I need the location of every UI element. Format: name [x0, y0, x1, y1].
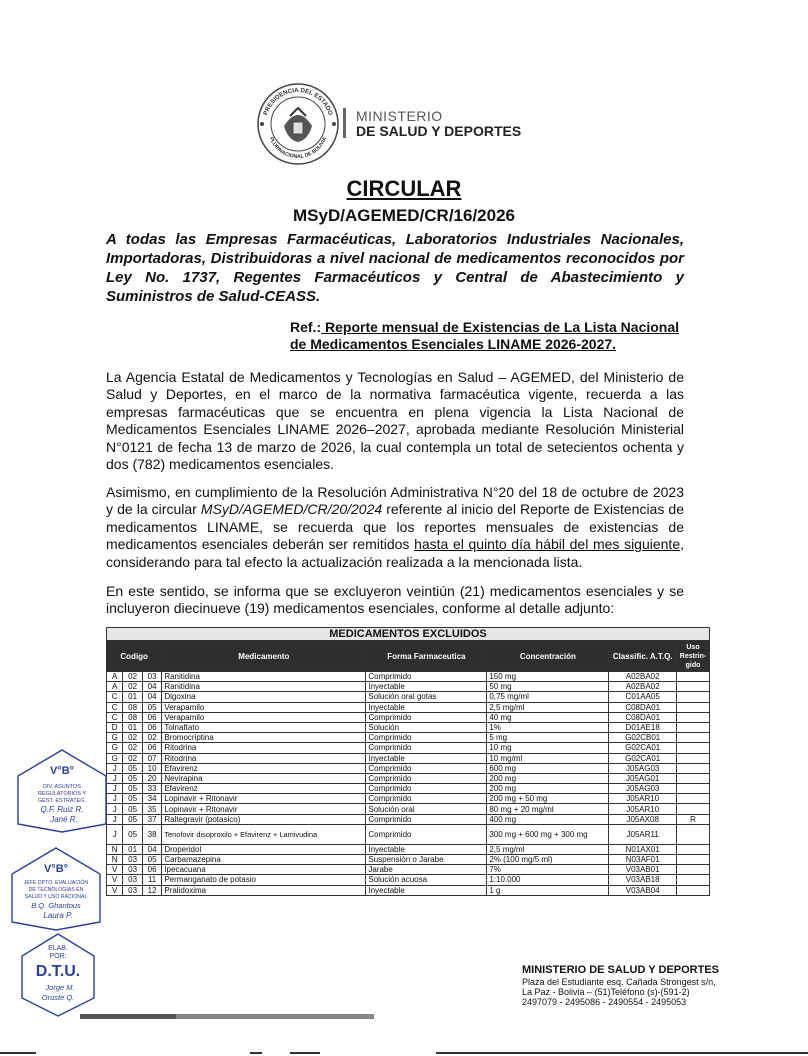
cell-forma: Comprimido: [366, 763, 487, 773]
table-row: [107, 753, 710, 763]
document-title: CIRCULAR: [346, 176, 462, 201]
cell-atq: A02BA02: [609, 672, 677, 682]
cell-forma: Solución oral gotas: [366, 692, 487, 702]
cell-subgrupo: 05: [123, 763, 142, 773]
cell-forma: Inyectable: [366, 682, 487, 692]
cell-grupo: J: [107, 804, 123, 814]
cell-grupo: C: [107, 702, 123, 712]
header-codigo: Codigo: [107, 641, 162, 672]
footer-line2: La Paz - Bolivia – (51)Teléfono (s)-(591-2): [522, 987, 690, 997]
cell-numero: 34: [142, 794, 161, 804]
cell-medicamento: Ranitidina: [162, 672, 366, 682]
cell-atq: J05AX08: [609, 814, 677, 824]
cell-numero: 06: [142, 743, 161, 753]
table-row: [107, 855, 710, 865]
table-row: [107, 702, 710, 712]
cell-grupo: G: [107, 743, 123, 753]
cell-forma: Inyectable: [366, 885, 487, 895]
cell-grupo: V: [107, 875, 123, 885]
cell-subgrupo: 05: [123, 824, 142, 844]
paragraph-2: [106, 484, 684, 571]
prepared-by-stamp: [18, 932, 98, 1018]
cell-forma: Comprimido: [366, 672, 487, 682]
table-row: [107, 865, 710, 875]
cell-grupo: J: [107, 784, 123, 794]
table-row: [107, 722, 710, 732]
stamp2-line5: Laura P.: [43, 911, 73, 920]
cell-grupo: N: [107, 844, 123, 854]
cell-concentracion: 5 mg: [487, 733, 609, 743]
bottom-edge-mark: [250, 1052, 262, 1054]
cell-subgrupo: 01: [123, 844, 142, 854]
cell-medicamento: Permanganato de potasio: [162, 875, 366, 885]
table-row: [107, 794, 710, 804]
cell-forma: Comprimido: [366, 784, 487, 794]
cell-concentracion: 50 mg: [487, 682, 609, 692]
stamp1-line3: GEST. ESTRATEG.: [37, 798, 87, 804]
cell-atq: N03AF01: [609, 855, 677, 865]
table-body: [107, 672, 710, 896]
cell-medicamento: Nevirapina: [162, 773, 366, 783]
cell-numero: 10: [142, 763, 161, 773]
cell-numero: 05: [142, 855, 161, 865]
cell-subgrupo: 01: [123, 722, 142, 732]
cell-subgrupo: 08: [123, 702, 142, 712]
cell-forma: Comprimido: [366, 794, 487, 804]
stamp3-line3: Jorge M.: [45, 983, 75, 992]
cell-concentracion: 200 mg: [487, 784, 609, 794]
cell-uso: [677, 855, 710, 865]
cell-uso: [677, 753, 710, 763]
header-medicamento: Medicamento: [162, 641, 366, 672]
reference-text: Reporte mensual de Existencias de La Lista Nacional de Medicamentos Esenciales LINAME 2026-2027.: [290, 319, 680, 352]
cell-forma: Inyectable: [366, 702, 487, 712]
cell-grupo: C: [107, 712, 123, 722]
footer-address-block: [522, 964, 762, 1007]
cell-numero: 02: [142, 733, 161, 743]
cell-medicamento: Ipecacuana: [162, 865, 366, 875]
cell-subgrupo: 01: [123, 692, 142, 702]
cell-numero: 05: [142, 702, 161, 712]
cell-medicamento: Lopinavir + Ritonavir: [162, 804, 366, 814]
cell-uso: [677, 763, 710, 773]
footer-line3: 2497079 - 2495086 - 2490554 - 2495053: [522, 997, 687, 1007]
cell-subgrupo: 03: [123, 865, 142, 875]
cell-concentracion: 200 mg + 50 mg: [487, 794, 609, 804]
cell-medicamento: Bromocriptina: [162, 733, 366, 743]
p2-part-c: referente al inicio del Reporte de Existencias de medicamentos LINAME, se recuerda que los reportes mensuales de existencias de medicamentos esenciales deberán ser remitidos: [106, 501, 684, 553]
cell-subgrupo: 02: [123, 743, 142, 753]
cell-uso: R: [677, 814, 710, 824]
cell-subgrupo: 05: [123, 773, 142, 783]
cell-forma: Suspensión o Jarabe: [366, 855, 487, 865]
cell-concentracion: 150 mg: [487, 672, 609, 682]
cell-medicamento: Efavirenz: [162, 784, 366, 794]
cell-uso: [677, 712, 710, 722]
document-code: MSyD/AGEMED/CR/16/2026: [292, 206, 516, 225]
footer-color-strip-dark: [80, 1014, 176, 1019]
table-row: [107, 875, 710, 885]
cell-uso: [677, 722, 710, 732]
cell-numero: 06: [142, 712, 161, 722]
cell-concentracion: 400 mg: [487, 814, 609, 824]
cell-concentracion: 2% (100 mg/5 ml): [487, 855, 609, 865]
table-row: [107, 692, 710, 702]
table-row: [107, 733, 710, 743]
seal-text-top: PRESIDENCIA DEL ESTADO: [262, 86, 334, 117]
cell-concentracion: 80 mg + 20 mg/ml: [487, 804, 609, 814]
stamp2-line4: B.Q. Ghantous: [31, 901, 81, 910]
table-row: [107, 885, 710, 895]
bottom-edge-mark: [0, 1052, 36, 1054]
excluded-medicines-table: [106, 627, 710, 896]
cell-subgrupo: 03: [123, 855, 142, 865]
cell-medicamento: Verapamilo: [162, 702, 366, 712]
reference-label: Ref.:: [290, 319, 322, 335]
paragraph-3: En este sentido, se informa que se excluyeron veintiún (21) medicamentos esenciales y se incluyeron diecinueve (19) medicamentos esenciales, conforme al detalle adjunto:: [106, 583, 684, 617]
svg-text:PRESIDENCIA DEL ESTADO: [262, 87, 333, 116]
bottom-edge-mark: [290, 1052, 320, 1054]
cell-numero: 03: [142, 672, 161, 682]
cell-uso: [677, 733, 710, 743]
table-row: [107, 672, 710, 682]
cell-atq: V03AB04: [609, 885, 677, 895]
header-concentracion: Concentración: [487, 641, 609, 672]
cell-numero: 38: [142, 824, 161, 844]
cell-uso: [677, 824, 710, 844]
table-row: [107, 773, 710, 783]
table-caption: MEDICAMENTOS EXCLUIDOS: [107, 628, 710, 641]
header-atq: Classific. A.T.Q.: [609, 641, 677, 672]
ministry-line2: DE SALUD Y DEPORTES: [356, 123, 522, 139]
cell-subgrupo: 02: [123, 672, 142, 682]
cell-numero: 35: [142, 804, 161, 814]
stamp1-line5: Jané R.: [50, 815, 78, 824]
bottom-edge-mark: [436, 1052, 808, 1054]
cell-numero: 04: [142, 844, 161, 854]
cell-uso: [677, 692, 710, 702]
header-uso: Uso Restrin-gido: [677, 641, 710, 672]
cell-numero: 07: [142, 753, 161, 763]
cell-uso: [677, 804, 710, 814]
cell-concentracion: 0,75 mg/ml: [487, 692, 609, 702]
cell-subgrupo: 05: [123, 814, 142, 824]
cell-grupo: A: [107, 682, 123, 692]
footer-line1: Plaza del Estudiante esq. Cañada Strongest s/n,: [522, 977, 716, 987]
cell-subgrupo: 08: [123, 712, 142, 722]
p2-part-a: Asimismo, en cumplimiento de la Resolución Administrativa N°20 del 18 de octubre de 2023 y de la circular: [106, 484, 684, 518]
cell-uso: [677, 865, 710, 875]
cell-numero: 20: [142, 773, 161, 783]
cell-forma: Inyectable: [366, 844, 487, 854]
cell-forma: Solución oral: [366, 804, 487, 814]
stamp1-line4: Q.F. Ruiz R.: [40, 805, 84, 814]
seal-text-bottom: PLURINACIONAL DE BOLIVIA: [267, 136, 329, 161]
cell-forma: Comprimido: [366, 773, 487, 783]
cell-atq: J05AG03: [609, 784, 677, 794]
stamp2-line2: DE TECNOLOGÍAS EN: [28, 887, 84, 893]
cell-atq: G02CA01: [609, 743, 677, 753]
cell-forma: Jarabe: [366, 865, 487, 875]
ministry-divider: [343, 108, 346, 138]
cell-forma: Solución acuosa: [366, 875, 487, 885]
cell-atq: A02BA02: [609, 682, 677, 692]
cell-concentracion: 300 mg + 600 mg + 300 mg: [487, 824, 609, 844]
p2-circular-ref: MSyD/AGEMED/CR/20/2024: [200, 501, 383, 518]
state-seal-logo: [256, 82, 340, 166]
cell-concentracion: 1%: [487, 722, 609, 732]
cell-concentracion: 1:10.000: [487, 875, 609, 885]
cell-atq: N01AX01: [609, 844, 677, 854]
table-row: [107, 804, 710, 814]
cell-numero: 37: [142, 814, 161, 824]
cell-uso: [677, 743, 710, 753]
cell-grupo: N: [107, 855, 123, 865]
cell-numero: 06: [142, 722, 161, 732]
addressee: A todas las Empresas Farmacéuticas, Laboratorios Industriales Nacionales, Importadoras, Distribuidoras a nivel nacional de medicamentos reconocidos por Ley No. 1737, Regentes Farmacéuticos y Central de Abastecimiento y Suministros de Salud-CEASS.: [106, 231, 684, 305]
cell-medicamento: Ritodrina: [162, 753, 366, 763]
cell-medicamento: Tolnaftato: [162, 722, 366, 732]
approval-stamp-1: [14, 748, 110, 834]
cell-uso: [677, 672, 710, 682]
cell-grupo: J: [107, 794, 123, 804]
cell-forma: Comprimido: [366, 712, 487, 722]
header-forma: Forma Farmaceutica: [366, 641, 487, 672]
cell-medicamento: Tenofovir disoproxilo + Efavirenz + Lamivudina: [162, 824, 366, 844]
cell-uso: [677, 885, 710, 895]
stamp2-line1: JEFE DPTO. EVALUACIÓN: [23, 880, 89, 886]
table-row: [107, 814, 710, 824]
stamp3-line0: ELAB.: [48, 945, 68, 952]
cell-concentracion: 200 mg: [487, 773, 609, 783]
cell-uso: [677, 682, 710, 692]
cell-grupo: C: [107, 692, 123, 702]
stamp3-line2: D.T.U.: [35, 963, 81, 980]
cell-concentracion: 2,5 mg/ml: [487, 844, 609, 854]
cell-atq: J05AR11: [609, 824, 677, 844]
table-row: [107, 784, 710, 794]
stamp1-line1: DIV. ASUNTOS: [43, 784, 81, 790]
cell-forma: Comprimido: [366, 733, 487, 743]
stamp3-line1: POR:: [49, 953, 67, 960]
cell-grupo: V: [107, 865, 123, 875]
cell-subgrupo: 05: [123, 794, 142, 804]
cell-subgrupo: 02: [123, 682, 142, 692]
cell-atq: D01AE18: [609, 722, 677, 732]
cell-medicamento: Droperidol: [162, 844, 366, 854]
table-row: [107, 824, 710, 844]
cell-atq: C08DA01: [609, 712, 677, 722]
p2-part-e: , considerando para tal efecto la actualización realizada a la mencionada lista.: [106, 536, 684, 570]
stamp3-line4: Oruste Q.: [41, 993, 75, 1002]
cell-grupo: J: [107, 824, 123, 844]
cell-concentracion: 10 mg/ml: [487, 753, 609, 763]
cell-numero: 12: [142, 885, 161, 895]
cell-subgrupo: 03: [123, 885, 142, 895]
stamp1-line0: V°B°: [49, 765, 75, 777]
cell-medicamento: Raltegravir (potasico): [162, 814, 366, 824]
cell-uso: [677, 794, 710, 804]
cell-forma: Comprimido: [366, 814, 487, 824]
cell-forma: Solución: [366, 722, 487, 732]
cell-concentracion: 600 mg: [487, 763, 609, 773]
stamp2-line0: V°B°: [43, 863, 69, 875]
cell-numero: 06: [142, 865, 161, 875]
cell-grupo: J: [107, 773, 123, 783]
cell-uso: [677, 875, 710, 885]
cell-uso: [677, 844, 710, 854]
footer-heading: MINISTERIO DE SALUD Y DEPORTES: [522, 964, 720, 976]
cell-numero: 11: [142, 875, 161, 885]
cell-numero: 33: [142, 784, 161, 794]
cell-uso: [677, 702, 710, 712]
cell-subgrupo: 02: [123, 733, 142, 743]
cell-grupo: V: [107, 885, 123, 895]
cell-medicamento: Verapamilo: [162, 712, 366, 722]
approval-stamp-2: [8, 846, 104, 932]
cell-medicamento: Digoxina: [162, 692, 366, 702]
cell-medicamento: Carbamazepina: [162, 855, 366, 865]
cell-grupo: D: [107, 722, 123, 732]
cell-grupo: J: [107, 763, 123, 773]
cell-atq: C08DA01: [609, 702, 677, 712]
cell-medicamento: Lopinavir + Ritonavir: [162, 794, 366, 804]
cell-atq: C01AA05: [609, 692, 677, 702]
stamp2-line3: SALUD Y USO RACIONAL: [24, 894, 88, 900]
table-row: [107, 844, 710, 854]
cell-atq: V03AB18: [609, 875, 677, 885]
table-row: [107, 743, 710, 753]
stamp1-line2: REGULATORIOS Y: [37, 791, 87, 797]
cell-uso: [677, 784, 710, 794]
cell-grupo: G: [107, 733, 123, 743]
cell-concentracion: 40 mg: [487, 712, 609, 722]
cell-forma: Comprimido: [366, 743, 487, 753]
cell-concentracion: 7%: [487, 865, 609, 875]
table-row: [107, 712, 710, 722]
cell-numero: 04: [142, 682, 161, 692]
cell-concentracion: 1 g: [487, 885, 609, 895]
cell-concentracion: 10 mg: [487, 743, 609, 753]
cell-concentracion: 2,5 mg/ml: [487, 702, 609, 712]
cell-subgrupo: 05: [123, 784, 142, 794]
paragraph-1: La Agencia Estatal de Medicamentos y Tecnologías en Salud – AGEMED, del Ministerio de Salud y Deportes, en el marco de la normativa farmacéutica vigente, recuerda a las empresas farmacéuticas que se encuentra en plena vigencia la Lista Nacional de Medicamentos Esenciales LINAME 2026–2027, aprobada mediante Resolución Ministerial N°0121 de fecha 13 de marzo de 2026, la cual contempla un total de setecientos ochenta y dos (782) medicamentos esenciales.: [106, 369, 684, 473]
cell-medicamento: Pralidoxima: [162, 885, 366, 895]
cell-atq: G02CB01: [609, 733, 677, 743]
cell-subgrupo: 05: [123, 804, 142, 814]
cell-atq: V03AB01: [609, 865, 677, 875]
cell-subgrupo: 03: [123, 875, 142, 885]
cell-atq: G02CA01: [609, 753, 677, 763]
cell-grupo: J: [107, 814, 123, 824]
cell-medicamento: Efavirenz: [162, 763, 366, 773]
cell-atq: J05AR10: [609, 804, 677, 814]
cell-atq: J05AG03: [609, 763, 677, 773]
cell-grupo: G: [107, 753, 123, 763]
cell-uso: [677, 773, 710, 783]
cell-numero: 04: [142, 692, 161, 702]
ministry-line1: MINISTERIO: [356, 108, 443, 124]
cell-subgrupo: 02: [123, 753, 142, 763]
cell-forma: Comprimido: [366, 824, 487, 844]
cell-atq: J05AR10: [609, 794, 677, 804]
table-row: [107, 763, 710, 773]
table-row: [107, 682, 710, 692]
reference: [290, 319, 682, 353]
cell-medicamento: Ritodrina: [162, 743, 366, 753]
cell-grupo: A: [107, 672, 123, 682]
cell-atq: J05AG01: [609, 773, 677, 783]
cell-medicamento: Ranitidina: [162, 682, 366, 692]
cell-forma: Inyectable: [366, 753, 487, 763]
p2-deadline: hasta el quinto día hábil del mes siguiente: [414, 536, 681, 553]
